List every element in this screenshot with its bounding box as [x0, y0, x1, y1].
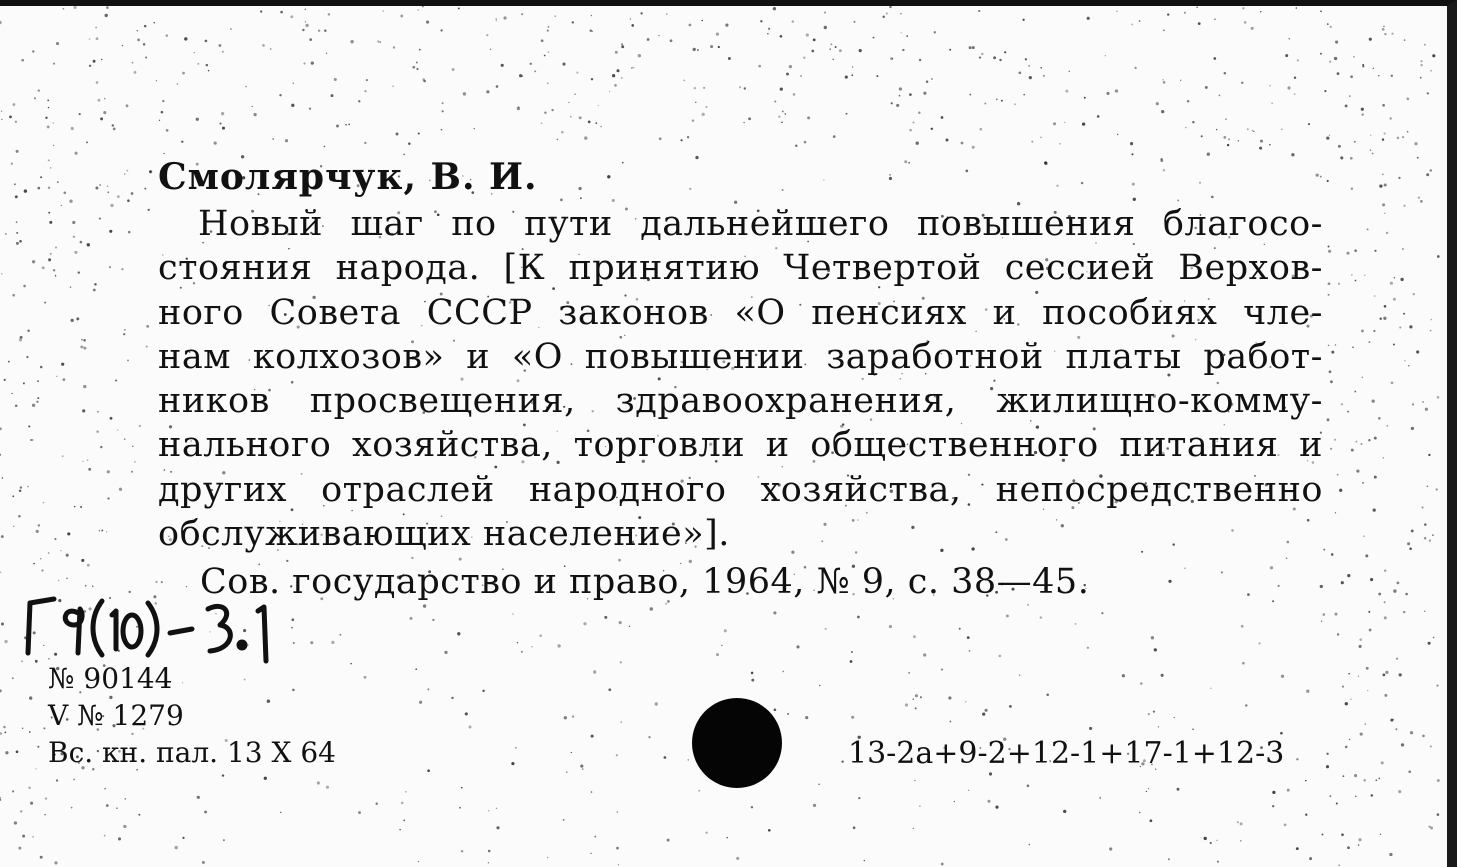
body-line: нам колхозов» и «О повышении заработной платы работ- — [158, 336, 1323, 377]
classification-codes: 13-2а+9-2+12-1+17-1+12-3 — [848, 736, 1285, 771]
body-line: обслуживающих население»]. — [158, 514, 730, 555]
body-line: нального хозяйства, торговли и общественного питания и — [158, 425, 1323, 466]
punch-hole — [692, 698, 782, 788]
handwritten-classification-mark — [20, 591, 290, 671]
body-line: стояния народа. [К принятию Четвертой сессией Верхов- — [158, 248, 1323, 289]
body-line: Новый шаг по пути дальнейшего повышения благосо- — [198, 204, 1323, 244]
book-chamber-stamp: Вс. кн. пал. 13 X 64 — [48, 736, 336, 769]
author-name: Смолярчук, В. И. — [158, 156, 538, 198]
inventory-block — [48, 660, 336, 771]
article-title-block — [158, 202, 1323, 556]
body-line: ников просвещения, здравоохранения, жилищно-комму- — [158, 381, 1323, 422]
volume-number: V № 1279 — [48, 699, 184, 732]
body-line: других отраслей народного хозяйства, непосредственно — [158, 469, 1323, 510]
inventory-number: № 90144 — [48, 662, 173, 695]
source-citation: Сов. государство и право, 1964, № 9, с. 38—45. — [200, 562, 1090, 602]
body-line: ного Совета СССР законов «О пенсиях и пособиях чле- — [158, 292, 1323, 333]
